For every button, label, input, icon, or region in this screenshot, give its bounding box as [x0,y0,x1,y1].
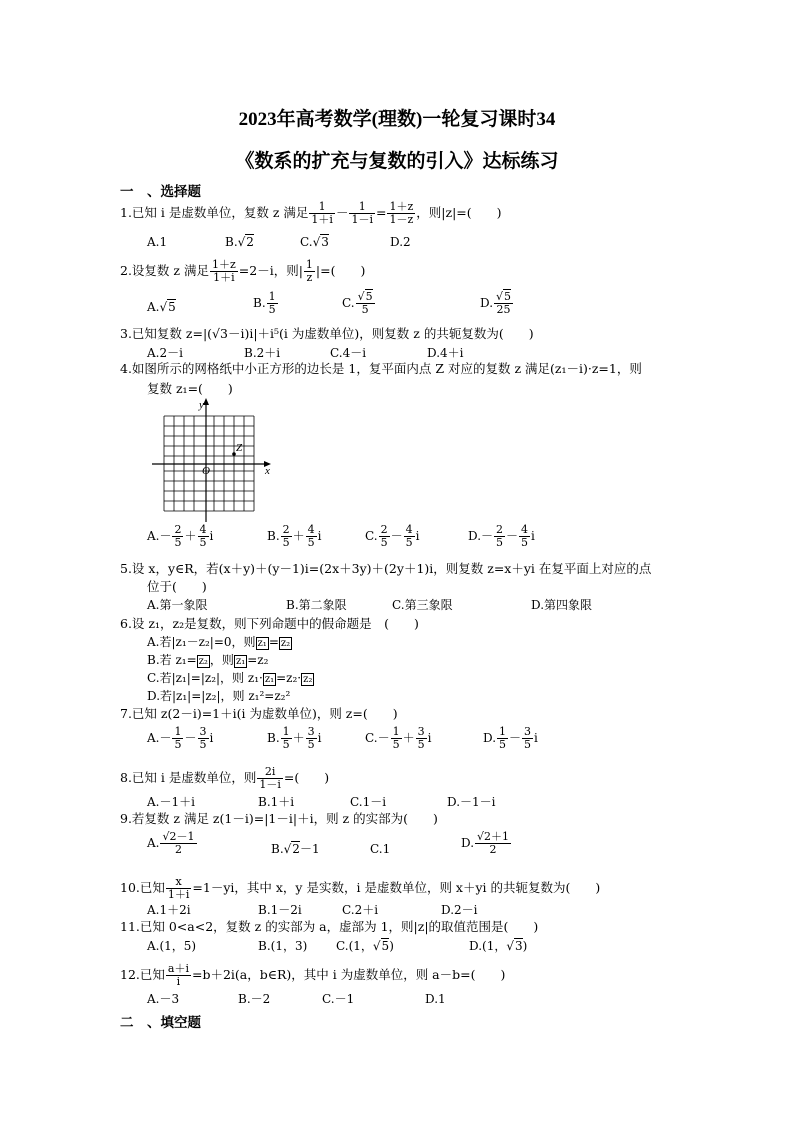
q12-option-a: A.－3 [147,992,180,1006]
q5-option-a: A.第一象限 [147,598,208,612]
q8-option-a: A.－1＋i [147,795,195,809]
question-7: 7.已知 z(2－i)=1＋i(i 为虚数单位)，则 z=( ) [120,706,398,721]
q9-option-b: B.√2－1 [271,842,320,856]
y-axis-label: y [199,399,204,411]
q5-option-b: B.第二象限 [286,598,347,612]
q8-option-b: B.1＋i [258,795,295,809]
question-5-line-2: 位于( ) [147,579,207,594]
q6-option-c: C.若|z₁|=|z₂|，则 z₁· z₁ =z₂· z₂ [147,671,313,685]
q4-option-a: A.－ $\frac{2}{5}$ ＋ $\frac{4}{5}$ i [147,523,214,549]
q10-option-c: C.2＋i [342,903,379,917]
q1-option-a: A.1 [147,235,168,249]
origin-label: O [202,465,210,477]
q10-option-b: B.1－2i [258,903,302,917]
title-line-1: 2023年高考数学(理数)一轮复习课时34 [238,109,556,130]
q3-option-c: C.4－i [330,346,367,360]
q1-option-c: C.√3 [300,235,329,249]
q1-option-d: D.2 [390,235,411,249]
question-2: 2.设复数 z 满足 $\frac{1+z}{1+i}$ =2－i，则| $\frac{1}{z}$ |=( ) [120,258,366,284]
q11-option-b: B.(1，3) [258,939,308,953]
q10-option-d: D.2－i [441,903,478,917]
q9-option-d: D. $\frac{√2+1}{2}$ [461,830,510,856]
complex-plane-grid [150,396,280,524]
question-10: 10.已知 $\frac{x}{1+i}$ =1－yi，其中 x，y 是实数，i 是虚数单位，则 x＋yi 的共轭复数为( ) [120,875,601,901]
q4-option-b: B. $\frac{2}{5}$ ＋ $\frac{4}{5}$ i [267,523,322,549]
question-12: 12.已知 $\frac{a+i}{i}$ =b＋2i(a，b∈R)，其中 i 为虚数单位，则 a－b=( ) [120,962,506,988]
q2-option-a: A.√5 [147,300,176,314]
question-6: 6.设 z₁，z₂是复数，则下列命题中的假命题是 ( ) [120,616,419,631]
q12-option-d: D.1 [425,992,446,1006]
q9-option-a: A. $\frac{√2-1}{2}$ [147,830,195,856]
q3-option-a: A.2－i [147,346,183,360]
q8-option-c: C.1－i [350,795,387,809]
q2-option-b: B. $\frac{1}{5}$ [253,290,276,316]
question-9: 9.若复数 z 满足 z(1－i)=|1－i|＋i，则 z 的实部为( ) [120,811,438,826]
question-3: 3.已知复数 z=|(√3－i)i|＋i⁵(i 为虚数单位)，则复数 z 的共轭复数为( ) [120,326,534,341]
q4-option-c: C. $\frac{2}{5}$ － $\frac{4}{5}$ i [365,523,420,549]
q7-option-b: B. $\frac{1}{5}$ ＋ $\frac{3}{5}$ i [267,725,322,751]
section-choice: 一 、选择题 [120,184,201,199]
q6-option-d: D.若|z₁|=|z₂|，则 z₁²=z₂² [147,689,291,703]
q6-option-b: B.若 z₁= z₂ ，则 z₁ =z₂ [147,653,269,667]
q12-option-b: B.－2 [238,992,271,1006]
q1-option-b: B.√2 [225,235,254,249]
q10-option-a: A.1＋2i [147,903,191,917]
x-axis-label: x [265,465,270,477]
question-4-line-1: 4.如图所示的网格纸中小正方形的边长是 1，复平面内点 Z 对应的复数 z 满足(z₁－i)·z=1，则 [120,361,642,376]
q3-option-b: B.2＋i [244,346,281,360]
q5-option-c: C.第三象限 [392,598,453,612]
question-11: 11.已知 0<a<2，复数 z 的实部为 a，虚部为 1，则|z|的取值范围是( ) [120,919,539,934]
q11-option-c: C.(1，√5) [336,939,394,953]
q4-option-d: D.－ $\frac{2}{5}$ － $\frac{4}{5}$ i [468,523,535,549]
q11-option-d: D.(1，√3) [469,939,528,953]
q3-option-d: D.4＋i [427,346,464,360]
q5-option-d: D.第四象限 [531,598,593,612]
q2-option-d: D. $\frac{√5}{25}$ [480,290,512,316]
question-5-line-1: 5.设 x，y∈R，若(x＋y)＋(y－1)i=(2x＋3y)＋(2y＋1)i，则复数 z=x＋yi 在复平面上对应的点 [120,561,652,576]
question-1: 1.已知 i 是虚数单位，复数 z 满足 $\frac{1}{1+i}$ － $\frac{1}{1-i}$ = $\frac{1+z}{1-z}$ ，则|z|=( ) [120,200,502,226]
section-fill-in: 二 、填空题 [120,1015,201,1030]
q7-option-c: C.－ $\frac{1}{5}$ ＋ $\frac{3}{5}$ i [365,725,432,751]
q9-option-c: C.1 [370,842,391,856]
q7-option-d: D. $\frac{1}{5}$ － $\frac{3}{5}$ i [483,725,538,751]
question-8: 8.已知 i 是虚数单位，则 $\frac{2i}{1-i}$ =( ) [120,765,330,791]
q11-option-a: A.(1，5) [147,939,197,953]
q2-option-c: C. $\frac{√5}{5}$ [342,290,373,316]
q12-option-c: C.－1 [322,992,355,1006]
point-z-label: Z [236,442,243,454]
question-4-line-2: 复数 z₁=( ) [147,381,233,396]
q7-option-a: A.－ $\frac{1}{5}$ － $\frac{3}{5}$ i [147,725,214,751]
title-line-2: 《数系的扩充与复数的引入》达标练习 [235,151,559,172]
q8-option-d: D.－1－i [447,795,496,809]
y-axis-arrow [203,398,209,405]
q6-option-a: A.若|z₁－z₂|=0，则 z₁ = z₂ [147,635,291,649]
